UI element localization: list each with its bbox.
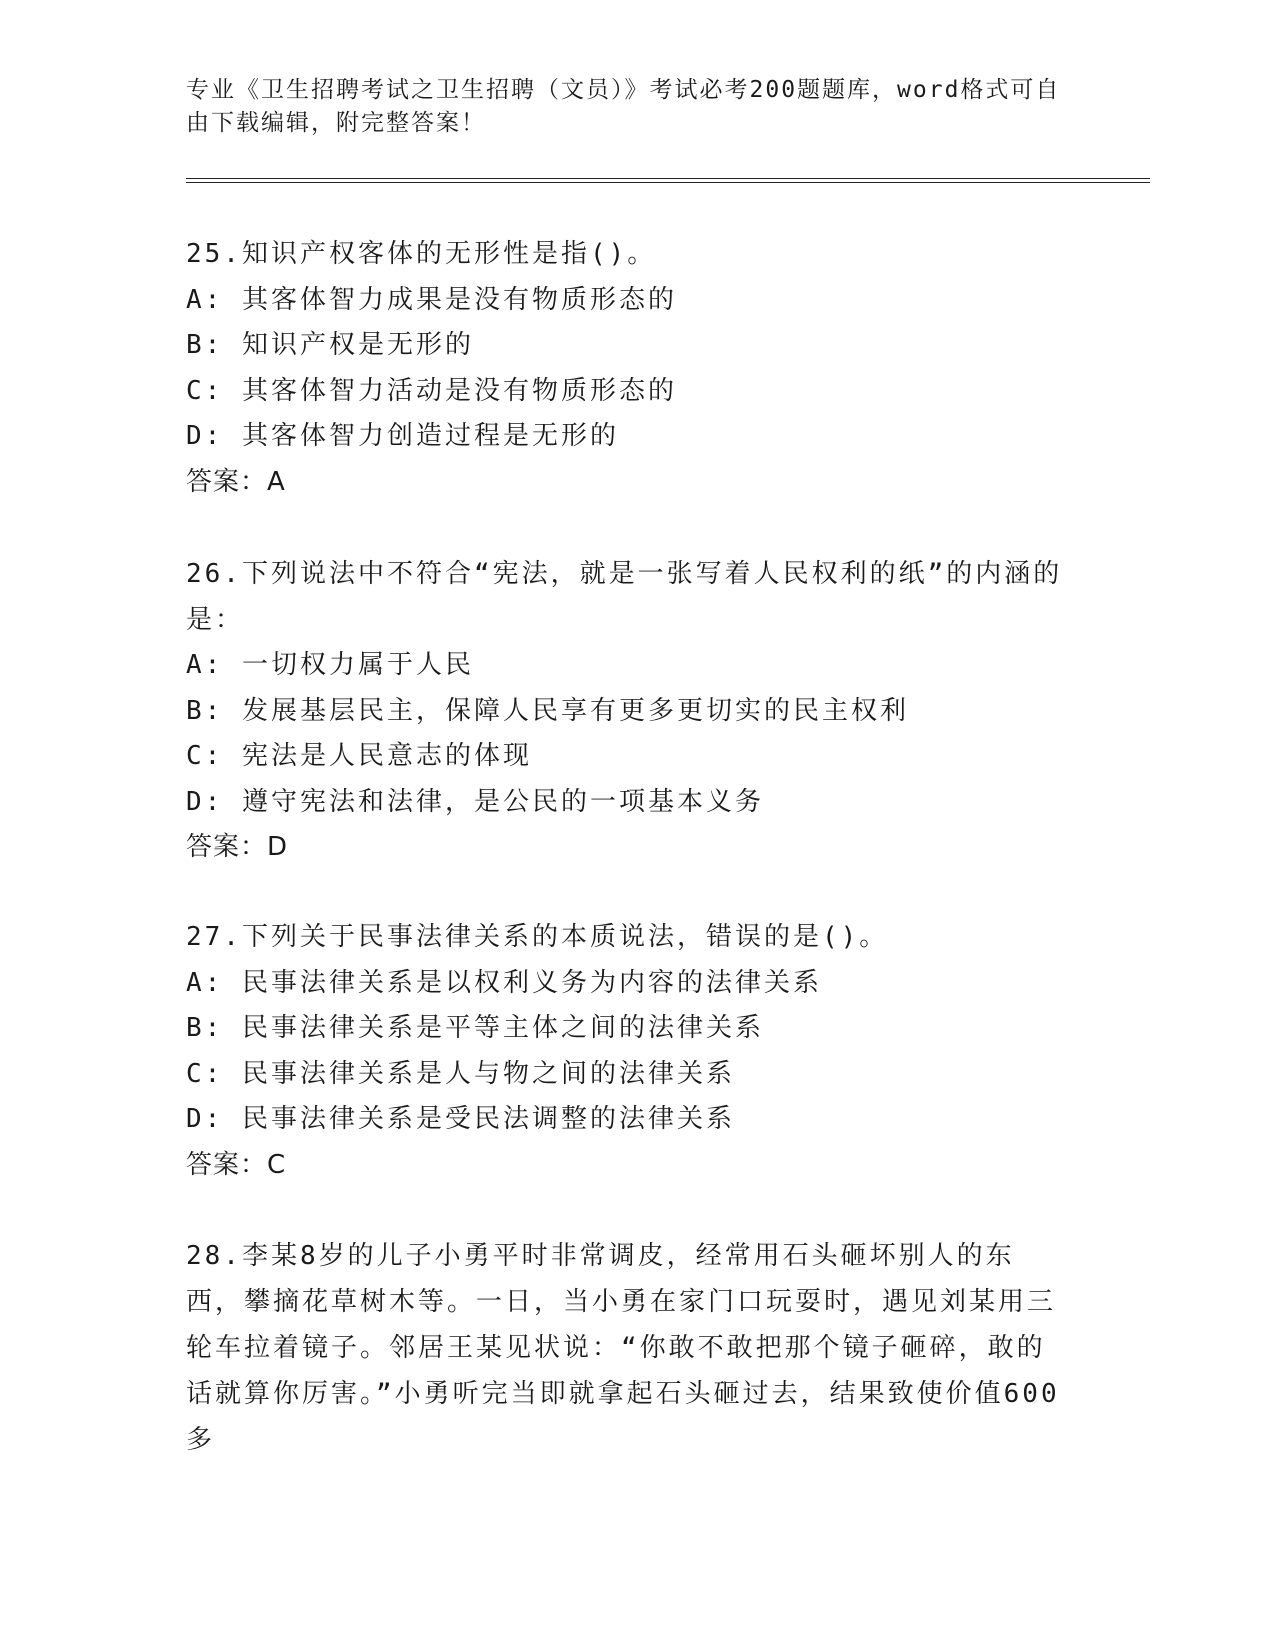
question-stem: 28.李某8岁的儿子小勇平时非常调皮，经常用石头砸坏别人的东西，攀摘花草树木等。一日，当小勇在家门口玩耍时，遇见刘某用三轮车拉着镜子。邻居王某见状说：“你敢不敢把那个镜子砸碎，敢的话就算你厉害。”小勇听完当即就拿起石头砸过去，结果致使价值600多 <box>186 1241 1060 1455</box>
option-a: A: 民事法律关系是以权利义务为内容的法律关系 <box>186 967 822 998</box>
header-divider-top <box>186 178 1150 179</box>
option-a: A: 一切权力属于人民 <box>186 650 474 680</box>
question-26 <box>186 551 1086 871</box>
option-b: B: 发展基层民主，保障人民享有更多更切实的民主权利 <box>186 695 909 726</box>
header-text: 专业《卫生招聘考试之卫生招聘（文员）》考试必考200题题库，word格式可自由下载编辑，附完整答案！ <box>186 77 1061 136</box>
question-stem: 27.下列关于民事法律关系的本质说法，错误的是()。 <box>186 922 889 952</box>
header-divider-bottom <box>186 182 1150 183</box>
option-b: B: 知识产权是无形的 <box>186 330 474 360</box>
question-25 <box>186 232 1086 505</box>
option-c: C: 民事法律关系是人与物之间的法律关系 <box>186 1058 735 1089</box>
question-28 <box>186 1233 1066 1463</box>
option-d: D: 其客体智力创造过程是无形的 <box>186 421 619 451</box>
question-stem: 25.知识产权客体的无形性是指()。 <box>186 239 657 269</box>
option-d: D: 民事法律关系是受民法调整的法律关系 <box>186 1104 735 1134</box>
answer: 答案：D <box>186 832 289 862</box>
answer: 答案：A <box>186 466 286 497</box>
question-stem: 26.下列说法中不符合“宪法，就是一张写着人民权利的纸”的内涵的是： <box>186 559 1063 635</box>
document-header <box>186 74 1066 140</box>
option-c: C: 其客体智力活动是没有物质形态的 <box>186 375 677 406</box>
question-27 <box>186 915 1086 1188</box>
option-d: D: 遵守宪法和法律，是公民的一项基本义务 <box>186 786 764 817</box>
option-c: C: 宪法是人民意志的体现 <box>186 741 532 771</box>
option-a: A: 其客体智力成果是没有物质形态的 <box>186 284 677 315</box>
option-b: B: 民事法律关系是平等主体之间的法律关系 <box>186 1013 764 1043</box>
answer: 答案：C <box>186 1149 287 1180</box>
